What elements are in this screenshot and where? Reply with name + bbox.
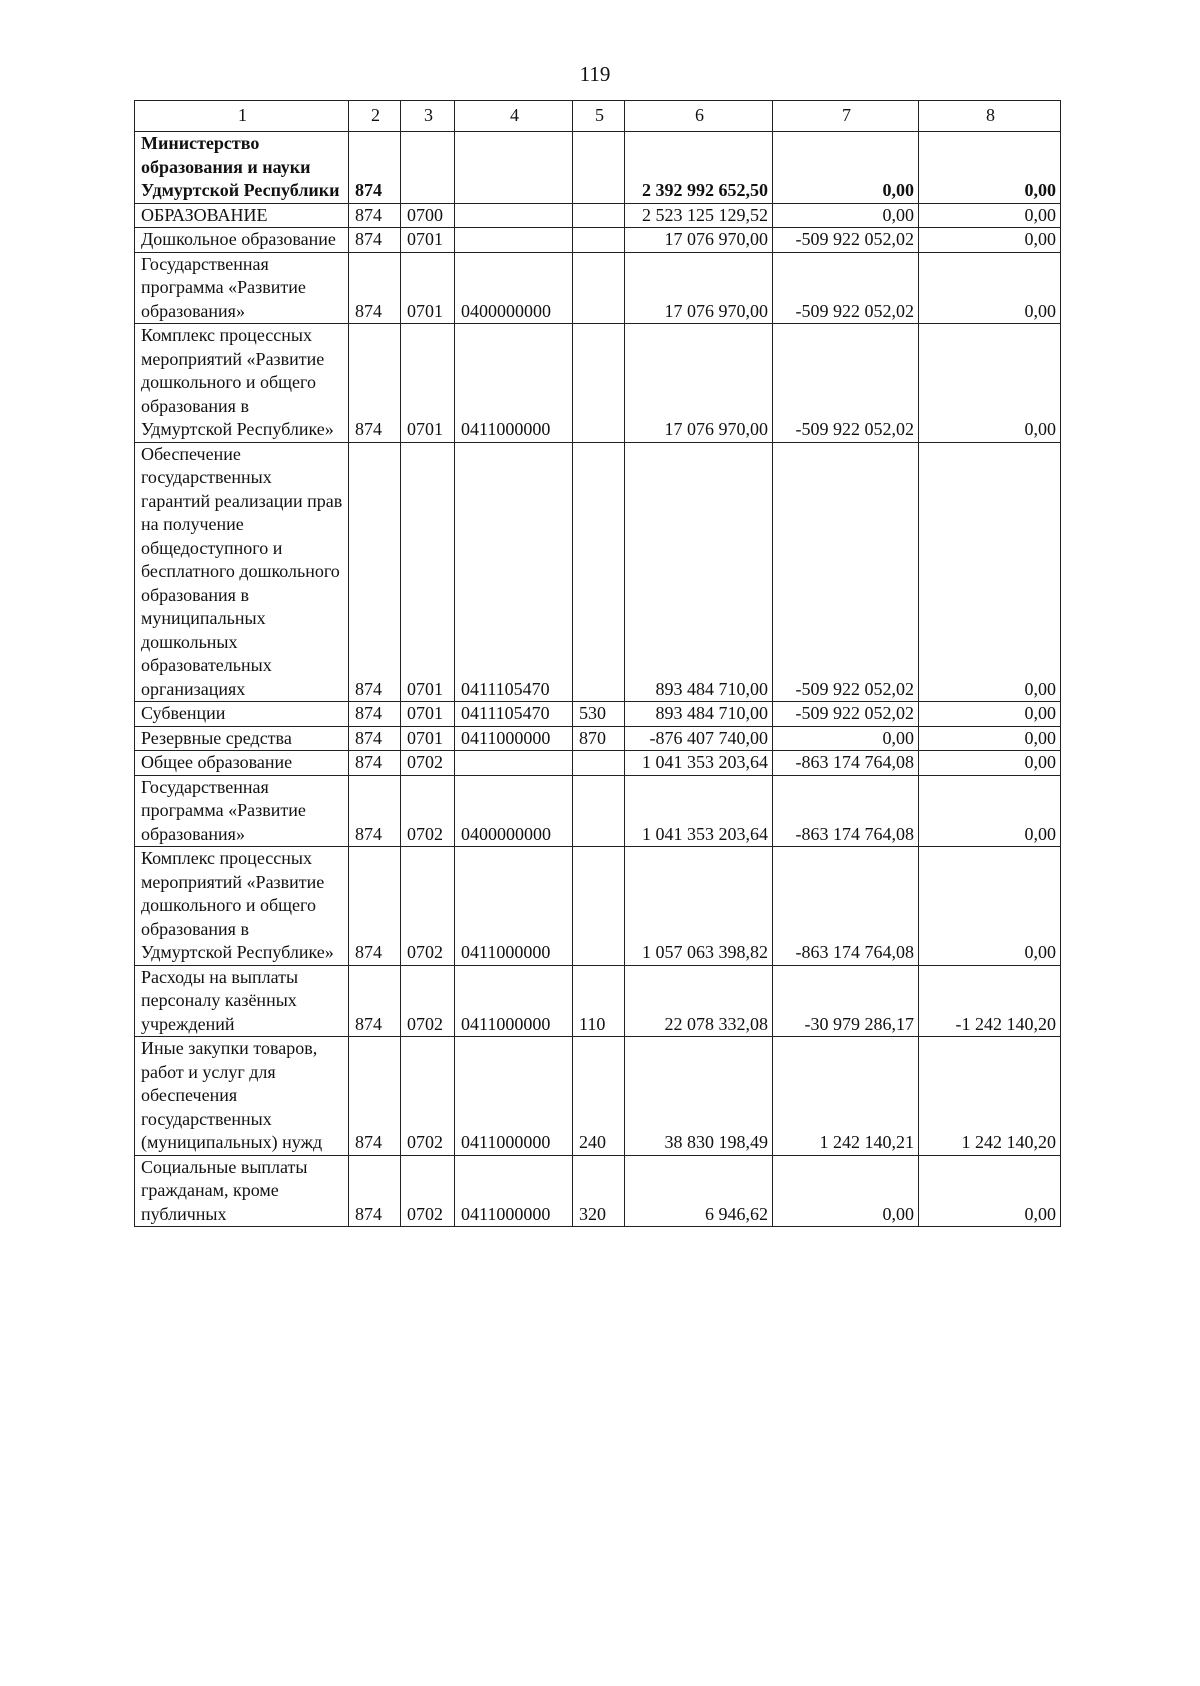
budget-table bbox=[134, 100, 1061, 1227]
cell-amount-7: 0,00 bbox=[773, 132, 919, 204]
cell-expense-type: 240 bbox=[573, 1037, 625, 1156]
cell-amount-6: 17 076 970,00 bbox=[625, 324, 773, 443]
table-row bbox=[135, 726, 1061, 751]
cell-expense-type: 530 bbox=[573, 702, 625, 727]
cell-amount-7: -509 922 052,02 bbox=[773, 324, 919, 443]
table-row bbox=[135, 442, 1061, 702]
row-name: Социальные выплаты гражданам, кроме публичных bbox=[135, 1155, 349, 1227]
cell-ministry-code: 874 bbox=[349, 1037, 401, 1156]
row-name: Обеспечение государственных гарантий реализации прав на получение общедоступного и бесплатного дошкольного образования в муниципальных дошкольных образовательных организациях bbox=[135, 442, 349, 702]
row-name: Министерство образования и науки Удмуртской Республики bbox=[135, 132, 349, 204]
table-row bbox=[135, 1037, 1061, 1156]
cell-amount-8: 1 242 140,20 bbox=[919, 1037, 1061, 1156]
table-row bbox=[135, 132, 1061, 204]
cell-ministry-code: 874 bbox=[349, 965, 401, 1037]
cell-amount-7: -863 174 764,08 bbox=[773, 751, 919, 776]
cell-ministry-code: 874 bbox=[349, 442, 401, 702]
cell-target-code: 0411000000 bbox=[455, 847, 573, 966]
cell-amount-6: 1 057 063 398,82 bbox=[625, 847, 773, 966]
cell-section-code bbox=[401, 132, 455, 204]
cell-expense-type bbox=[573, 751, 625, 776]
row-name: Субвенции bbox=[135, 702, 349, 727]
cell-amount-8: 0,00 bbox=[919, 847, 1061, 966]
cell-amount-8: 0,00 bbox=[919, 324, 1061, 443]
table-row bbox=[135, 252, 1061, 324]
cell-amount-7: 1 242 140,21 bbox=[773, 1037, 919, 1156]
cell-amount-6: 1 041 353 203,64 bbox=[625, 775, 773, 847]
cell-amount-7: -30 979 286,17 bbox=[773, 965, 919, 1037]
cell-ministry-code: 874 bbox=[349, 228, 401, 253]
table-row bbox=[135, 228, 1061, 253]
table-body bbox=[135, 132, 1061, 1227]
cell-amount-6: 893 484 710,00 bbox=[625, 442, 773, 702]
cell-ministry-code: 874 bbox=[349, 203, 401, 228]
cell-expense-type bbox=[573, 252, 625, 324]
cell-amount-8: 0,00 bbox=[919, 751, 1061, 776]
cell-expense-type bbox=[573, 228, 625, 253]
table-row bbox=[135, 702, 1061, 727]
cell-amount-8: 0,00 bbox=[919, 132, 1061, 204]
cell-expense-type: 110 bbox=[573, 965, 625, 1037]
cell-target-code: 0400000000 bbox=[455, 775, 573, 847]
cell-section-code: 0702 bbox=[401, 775, 455, 847]
cell-section-code: 0702 bbox=[401, 965, 455, 1037]
header-col-5: 5 bbox=[573, 101, 625, 132]
cell-amount-7: -509 922 052,02 bbox=[773, 228, 919, 253]
row-name: Государственная программа «Развитие образования» bbox=[135, 252, 349, 324]
row-name: Государственная программа «Развитие образования» bbox=[135, 775, 349, 847]
row-name: Иные закупки товаров, работ и услуг для обеспечения государственных (муниципальных) нужд bbox=[135, 1037, 349, 1156]
cell-target-code: 0411000000 bbox=[455, 1155, 573, 1227]
table-row bbox=[135, 324, 1061, 443]
header-col-6: 6 bbox=[625, 101, 773, 132]
cell-amount-6: 893 484 710,00 bbox=[625, 702, 773, 727]
cell-ministry-code: 874 bbox=[349, 132, 401, 204]
cell-expense-type: 870 bbox=[573, 726, 625, 751]
cell-amount-7: 0,00 bbox=[773, 203, 919, 228]
cell-ministry-code: 874 bbox=[349, 702, 401, 727]
cell-amount-8: 0,00 bbox=[919, 775, 1061, 847]
cell-amount-8: 0,00 bbox=[919, 1155, 1061, 1227]
header-col-7: 7 bbox=[773, 101, 919, 132]
cell-amount-8: 0,00 bbox=[919, 228, 1061, 253]
cell-amount-6: 38 830 198,49 bbox=[625, 1037, 773, 1156]
cell-target-code bbox=[455, 228, 573, 253]
cell-ministry-code: 874 bbox=[349, 324, 401, 443]
cell-ministry-code: 874 bbox=[349, 775, 401, 847]
table-row bbox=[135, 775, 1061, 847]
cell-amount-7: -863 174 764,08 bbox=[773, 847, 919, 966]
cell-section-code: 0701 bbox=[401, 442, 455, 702]
cell-ministry-code: 874 bbox=[349, 1155, 401, 1227]
cell-target-code: 0411000000 bbox=[455, 324, 573, 443]
cell-amount-6: 22 078 332,08 bbox=[625, 965, 773, 1037]
page-number: 119 bbox=[579, 62, 611, 86]
cell-amount-6: 1 041 353 203,64 bbox=[625, 751, 773, 776]
cell-amount-7: -863 174 764,08 bbox=[773, 775, 919, 847]
cell-amount-6: 2 523 125 129,52 bbox=[625, 203, 773, 228]
cell-amount-6: 6 946,62 bbox=[625, 1155, 773, 1227]
row-name: Общее образование bbox=[135, 751, 349, 776]
cell-amount-6: 17 076 970,00 bbox=[625, 252, 773, 324]
cell-amount-6: 17 076 970,00 bbox=[625, 228, 773, 253]
cell-amount-7: -509 922 052,02 bbox=[773, 702, 919, 727]
cell-ministry-code: 874 bbox=[349, 751, 401, 776]
cell-amount-8: 0,00 bbox=[919, 442, 1061, 702]
cell-target-code bbox=[455, 132, 573, 204]
cell-amount-6: 2 392 992 652,50 bbox=[625, 132, 773, 204]
row-name: Резервные средства bbox=[135, 726, 349, 751]
header-row bbox=[135, 101, 1061, 132]
row-name: Дошкольное образование bbox=[135, 228, 349, 253]
cell-amount-8: 0,00 bbox=[919, 702, 1061, 727]
cell-section-code: 0702 bbox=[401, 751, 455, 776]
cell-amount-6: -876 407 740,00 bbox=[625, 726, 773, 751]
cell-ministry-code: 874 bbox=[349, 252, 401, 324]
cell-amount-7: 0,00 bbox=[773, 726, 919, 751]
cell-section-code: 0701 bbox=[401, 702, 455, 727]
cell-target-code: 0411000000 bbox=[455, 726, 573, 751]
cell-section-code: 0700 bbox=[401, 203, 455, 228]
cell-amount-8: 0,00 bbox=[919, 726, 1061, 751]
cell-expense-type bbox=[573, 132, 625, 204]
table-row bbox=[135, 847, 1061, 966]
cell-ministry-code: 874 bbox=[349, 847, 401, 966]
cell-amount-7: -509 922 052,02 bbox=[773, 442, 919, 702]
cell-expense-type bbox=[573, 847, 625, 966]
row-name: Комплекс процессных мероприятий «Развитие дошкольного и общего образования в Удмуртской Республике» bbox=[135, 847, 349, 966]
cell-target-code: 0400000000 bbox=[455, 252, 573, 324]
cell-target-code: 0411000000 bbox=[455, 965, 573, 1037]
table-header bbox=[135, 101, 1061, 132]
table-row bbox=[135, 965, 1061, 1037]
cell-ministry-code: 874 bbox=[349, 726, 401, 751]
cell-amount-8: 0,00 bbox=[919, 252, 1061, 324]
cell-expense-type bbox=[573, 442, 625, 702]
cell-expense-type bbox=[573, 324, 625, 443]
cell-section-code: 0702 bbox=[401, 1155, 455, 1227]
header-col-1: 1 bbox=[135, 101, 349, 132]
table-row bbox=[135, 203, 1061, 228]
cell-section-code: 0701 bbox=[401, 228, 455, 253]
cell-section-code: 0702 bbox=[401, 847, 455, 966]
cell-expense-type bbox=[573, 775, 625, 847]
cell-section-code: 0701 bbox=[401, 324, 455, 443]
cell-amount-8: -1 242 140,20 bbox=[919, 965, 1061, 1037]
header-col-4: 4 bbox=[455, 101, 573, 132]
table-row bbox=[135, 751, 1061, 776]
cell-section-code: 0701 bbox=[401, 726, 455, 751]
cell-section-code: 0701 bbox=[401, 252, 455, 324]
cell-amount-8: 0,00 bbox=[919, 203, 1061, 228]
cell-expense-type bbox=[573, 203, 625, 228]
cell-amount-7: 0,00 bbox=[773, 1155, 919, 1227]
cell-amount-7: -509 922 052,02 bbox=[773, 252, 919, 324]
header-col-2: 2 bbox=[349, 101, 401, 132]
cell-target-code: 0411105470 bbox=[455, 702, 573, 727]
cell-target-code bbox=[455, 203, 573, 228]
row-name: Расходы на выплаты персоналу казённых учреждений bbox=[135, 965, 349, 1037]
cell-expense-type: 320 bbox=[573, 1155, 625, 1227]
row-name: Комплекс процессных мероприятий «Развитие дошкольного и общего образования в Удмуртской Республике» bbox=[135, 324, 349, 443]
row-name: ОБРАЗОВАНИЕ bbox=[135, 203, 349, 228]
cell-target-code: 0411105470 bbox=[455, 442, 573, 702]
cell-section-code: 0702 bbox=[401, 1037, 455, 1156]
cell-target-code bbox=[455, 751, 573, 776]
header-col-3: 3 bbox=[401, 101, 455, 132]
cell-target-code: 0411000000 bbox=[455, 1037, 573, 1156]
table-row bbox=[135, 1155, 1061, 1227]
header-col-8: 8 bbox=[919, 101, 1061, 132]
